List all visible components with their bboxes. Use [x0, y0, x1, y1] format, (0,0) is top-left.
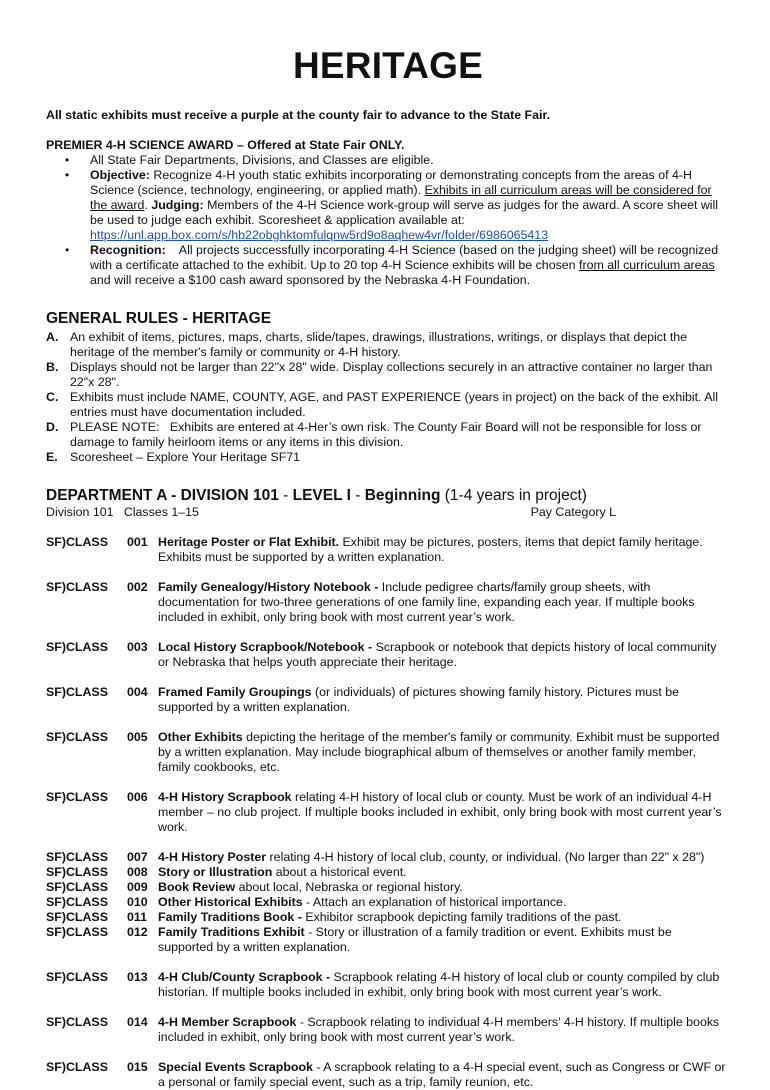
class-number: 004 [127, 685, 148, 699]
class-row [46, 865, 730, 880]
general-rules-heading: GENERAL RULES - HERITAGE [46, 310, 272, 327]
class-row [46, 1060, 730, 1090]
class-text: Exhibit may be pictures, posters, items that depict family heritage. Exhibits must be supported by a written explanation. [158, 535, 703, 564]
class-description [158, 1015, 730, 1045]
class-description [158, 685, 730, 715]
premier-award-list [46, 153, 730, 288]
class-number: 003 [127, 640, 148, 654]
class-label: SF)CLASS [46, 925, 108, 939]
rule-item: E. Scoresheet – Explore Your Heritage SF71 [46, 450, 301, 464]
class-text: (or individuals) of pictures showing family history. Pictures must be supported by a written explanation. [158, 685, 680, 714]
class-text: relating 4-H history of local club, county, or individual. (No larger than 22" x 28") [266, 850, 705, 864]
class-title: 4-H Member Scrapbook [158, 1015, 297, 1029]
class-label: SF)CLASS [46, 685, 108, 699]
class-row [46, 850, 730, 865]
class-row [46, 910, 730, 925]
class-text: Exhibitor scrapbook depicting family traditions of the past. [301, 910, 622, 924]
class-row [46, 580, 730, 625]
class-title: Story or Illustration [158, 865, 273, 879]
class-text: depicting the heritage of the member's family or community. Exhibit must be supported by a written explanation. May include biographical album of themselves or another family member, family cookbooks, etc. [158, 730, 720, 774]
class-text: relating 4-H history of local club or county. Must be work of an individual 4-H member – no club project. If multiple books included in exhibit, only bring book with most current year’s work. [158, 790, 722, 834]
class-number: 006 [127, 790, 148, 804]
class-number: 002 [127, 580, 148, 594]
class-label: SF)CLASS [46, 1015, 108, 1029]
class-row [46, 925, 730, 955]
class-text: - Scrapbook relating to individual 4-H members’ 4-H history. If multiple books included in exhibit, only bring book with most current year’s work. [158, 1015, 720, 1044]
class-title: 4-H Club/County Scrapbook - [158, 970, 331, 984]
class-label: SF)CLASS [46, 970, 108, 984]
class-row [46, 790, 730, 835]
class-description [158, 970, 730, 1000]
class-row [46, 970, 730, 1000]
class-title: 4-H History Scrapbook [158, 790, 292, 804]
class-text: Include pedigree charts/family group sheets, with documentation for two-three generations of one family line, expanding each year. If multiple books included in exhibit, only bring book with most current year’s work. [158, 580, 695, 624]
class-label: SF)CLASS [46, 730, 108, 744]
class-number: 011 [127, 910, 147, 924]
rule-item: C. Exhibits must include NAME, COUNTY, AGE, and PAST EXPERIENCE (years in project) on the back of the exhibit. All entries must have documentation included. [46, 390, 719, 419]
class-text: Scrapbook or notebook that depicts history of local community or Nebraska that helps youth appreciate their heritage. [158, 640, 717, 669]
class-label: SF)CLASS [46, 535, 108, 549]
class-number: 014 [127, 1015, 148, 1029]
class-number: 015 [127, 1060, 148, 1074]
class-title: Book Review [158, 880, 236, 894]
objective-underlined-text: Exhibits in all curriculum areas will be considered for the award [90, 183, 712, 212]
class-label: SF)CLASS [46, 790, 108, 804]
class-row [46, 1015, 730, 1045]
class-text: - Story or illustration of a family tradition or event. Exhibits must be supported by a written explanation. [158, 925, 672, 954]
class-title: Framed Family Groupings [158, 685, 312, 699]
class-list [46, 535, 730, 1090]
judging-label: Judging: [151, 198, 204, 212]
class-row [46, 730, 730, 775]
class-number: 013 [127, 970, 148, 984]
class-row [46, 880, 730, 895]
class-label: SF)CLASS [46, 910, 108, 924]
class-description [158, 580, 730, 625]
class-row [46, 535, 730, 565]
class-row [46, 640, 730, 670]
premier-bullet-recognition: • Recognition: All projects successfully incorporating 4-H Science (based on the judging sheet) will be recognized with a certificate attached to the exhibit. Up to 20 top 4-H Science exhibits will be chosen from all curriculum areas and will receive a $100 cash award sponsored by the Nebraska 4-H Foundation. [90, 243, 730, 288]
class-number: 009 [127, 880, 148, 894]
recognition-underlined-text: from all curriculum areas [579, 258, 715, 272]
class-label: SF)CLASS [46, 1060, 108, 1074]
premier-bullet-objective: • Objective: Recognize 4-H youth static exhibits incorporating or demonstrating concepts from the areas of 4-H Science (science, technology, engineering, or applied math). Exhibits in all curriculum areas will be considered for the award. Judging: Members of the 4-H Science work-group will serve as judges for the award. A score sheet will be used to judge each exhibit. Scoresheet & application available at: https://unl.app.box.com/s/hb22obghktomfulqnw5rd9o8aqhew4vr/folder/6986065413 [90, 168, 730, 243]
objective-label: Objective: [90, 168, 150, 182]
class-title: Heritage Poster or Flat Exhibit. [158, 535, 340, 549]
class-text: - A scrapbook relating to a 4-H special event, such as Congress or CWF or a personal or family special event, such as a trip, family reunion, etc. [158, 1060, 726, 1089]
class-description [158, 880, 730, 895]
class-number: 008 [127, 865, 148, 879]
class-description [158, 790, 730, 835]
class-number: 010 [127, 895, 148, 909]
division-info-line [46, 505, 730, 520]
department-heading: DEPARTMENT A - DIVISION 101 - LEVEL I - Beginning (1-4 years in project) [46, 487, 587, 504]
class-title: Special Events Scrapbook [158, 1060, 313, 1074]
class-title: 4-H History Poster [158, 850, 267, 864]
class-text: - Attach an explanation of historical importance. [302, 895, 567, 909]
class-description [158, 535, 730, 565]
class-description [158, 640, 730, 670]
intro-statement: All static exhibits must receive a purple at the county fair to advance to the State Fair. [46, 108, 551, 122]
premier-bullet-eligibility: • All State Fair Departments, Divisions, and Classes are eligible. [90, 153, 730, 168]
division-classes-text: Division 101 Classes 1–15 [46, 505, 199, 519]
page-title: HERITAGE [292, 45, 484, 86]
rule-item: A. An exhibit of items, pictures, maps, charts, slide/tapes, drawings, illustrations, writings, or displays that depict the heritage of the member's family or community or 4-H history. [46, 330, 688, 359]
class-title: Family Traditions Exhibit [158, 925, 305, 939]
class-description [158, 730, 730, 775]
class-row [46, 895, 730, 910]
class-number: 007 [127, 850, 148, 864]
general-rules-list [46, 330, 730, 465]
class-label: SF)CLASS [46, 865, 108, 879]
class-title: Other Exhibits [158, 730, 243, 744]
class-label: SF)CLASS [46, 850, 108, 864]
document-page [46, 44, 730, 1090]
class-number: 012 [127, 925, 148, 939]
class-title: Family Traditions Book - [158, 910, 302, 924]
class-title: Other Historical Exhibits [158, 895, 303, 909]
rule-item: D. PLEASE NOTE: Exhibits are entered at 4-Her’s own risk. The County Fair Board will not be responsible for loss or damage to family heirloom items or any items in this division. [46, 420, 705, 449]
class-text: about local, Nebraska or regional history. [235, 880, 463, 894]
class-title: Family Genealogy/History Notebook - [158, 580, 379, 594]
scoresheet-link[interactable]: https://unl.app.box.com/s/hb22obghktomfulqnw5rd9o8aqhew4vr/folder/6986065413 [90, 228, 549, 242]
pay-category-text: Pay Category L [530, 505, 616, 519]
class-text: Scrapbook relating 4-H history of local club or county compiled by club historian. If multiple books included in exhibit, only bring book with most current year’s work. [158, 970, 720, 999]
class-description [158, 865, 730, 880]
rule-item: B. Displays should not be larger than 22"x 28" wide. Display collections securely in an attractive container no larger than 22"x 28". [46, 360, 713, 389]
class-description [158, 1060, 730, 1090]
class-label: SF)CLASS [46, 880, 108, 894]
class-title: Local History Scrapbook/Notebook - [158, 640, 373, 654]
class-row [46, 685, 730, 715]
premier-award-heading: PREMIER 4-H SCIENCE AWARD – Offered at State Fair ONLY. [46, 138, 405, 152]
class-description [158, 850, 730, 865]
class-description [158, 910, 730, 925]
class-number: 005 [127, 730, 148, 744]
class-number: 001 [127, 535, 148, 549]
class-label: SF)CLASS [46, 895, 108, 909]
class-description [158, 925, 730, 955]
class-label: SF)CLASS [46, 580, 108, 594]
recognition-label: Recognition: [90, 243, 166, 257]
class-description [158, 895, 730, 910]
class-text: about a historical event. [272, 865, 407, 879]
class-label: SF)CLASS [46, 640, 108, 654]
